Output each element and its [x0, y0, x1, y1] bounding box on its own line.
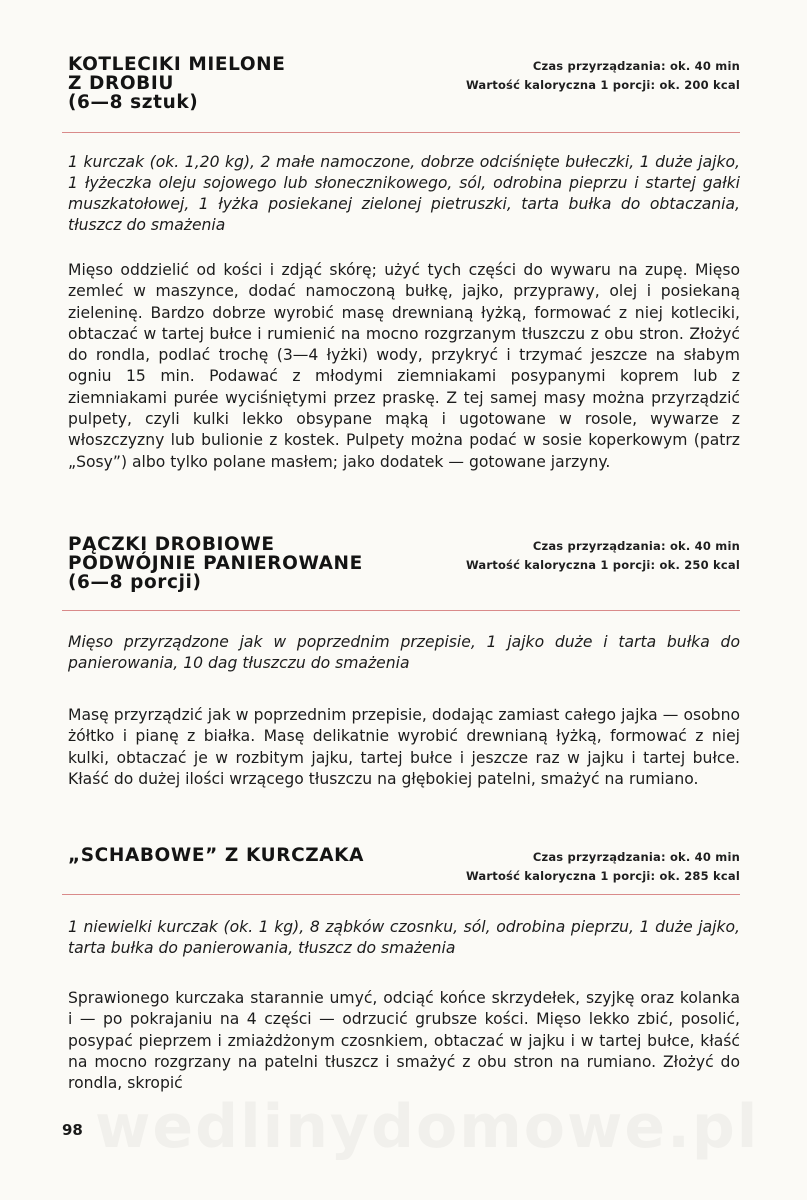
recipe-header — [62, 55, 740, 125]
prep-time: Czas przyrządzania: ok. 40 min — [532, 539, 740, 553]
recipe-schabowe — [62, 845, 740, 1093]
recipe-meta — [466, 57, 740, 95]
divider-rule — [62, 894, 740, 895]
title-line: (6—8 sztuk) — [68, 92, 199, 113]
title-line: KOTLECIKI MIELONE — [68, 54, 286, 75]
recipe-header — [62, 535, 740, 605]
title-line: Z DROBIU — [68, 73, 174, 94]
ingredients-text: 1 niewielki kurczak (ok. 1 kg), 8 ząbków czosnku, sól, odrobina pieprzu, 1 duże jajko, tarta bułka do panierowania, tłuszcz do smażenia — [68, 918, 740, 957]
recipe-kotleciki — [62, 54, 740, 471]
title-line: PODWÓJNIE PANIEROWANE — [68, 553, 363, 574]
ingredients-text: 1 kurczak (ok. 1,20 kg), 2 małe namoczone, dobrze odciśnięte bułeczki, 1 duże jajko, 1 łyżeczka oleju sojowego lub słonecznikowego, sól, odrobina pieprzu i startej gałki muszkatołowej, 1 łyżka posiekanej zielonej pietruszki, tarta bułka do obtaczania, tłuszcz do smażenia — [68, 153, 740, 234]
title-line: „SCHABOWE” Z KURCZAKA — [68, 845, 365, 866]
title-line: (6—8 porcji) — [68, 572, 202, 593]
recipe-meta — [466, 537, 740, 575]
title-line: PĄCZKI DROBIOWE — [68, 534, 275, 555]
divider-rule — [62, 610, 740, 611]
recipe-title — [68, 55, 286, 112]
page-number: 98 — [62, 1121, 83, 1139]
recipe-header — [62, 846, 740, 886]
divider-rule — [62, 132, 740, 133]
recipe-title — [68, 535, 363, 592]
prep-time: Czas przyrządzania: ok. 40 min — [532, 850, 740, 864]
calories: Wartość kaloryczna 1 porcji: ok. 285 kcal — [465, 869, 740, 883]
ingredients-text: Mięso przyrządzone jak w poprzednim przepisie, 1 jajko duże i tarta bułka do panierowania, 10 dag tłuszczu do smażenia — [68, 633, 740, 672]
recipe-meta — [466, 848, 740, 886]
method-text: Sprawionego kurczaka starannie umyć, odciąć końce skrzydełek, szyjkę oraz kolanka i — po pokrajaniu na 4 części — odrzucić grubsze kości. Mięso lekko zbić, posolić, posypać pieprzem i zmiażdżonym czosnkiem, obtaczać w jajku i w tartej bułce, kłaść na mocno rozgrzany na patelni tłuszcz i smażyć z obu stron na rumiano. Złożyć do rondla, skropić — [68, 989, 740, 1093]
recipe-paczki — [62, 534, 740, 788]
watermark: wedlinydomowe.pl — [95, 1092, 760, 1162]
recipe-title — [68, 846, 364, 865]
method-text: Mięso oddzielić od kości i zdjąć skórę; użyć tych części do wywaru na zupę. Mięso zemleć w maszynce, dodać namoczoną bułkę, jajko, przyprawy, olej i posiekaną zieleninę. Bardzo dobrze wyrobić masę drewnianą łyżką, formować z niej kotleciki, obtaczać w tartej bułce i rumienić na mocno rozgrzanym tłuszczu z obu stron. Złożyć do rondla, podlać trochę (3—4 łyżki) wody, przykryć i trzymać jeszcze na słabym ogniu 15 min. Podawać z młodymi ziemniakami posypanymi koprem lub z ziemniakami purée wyciśniętymi przez praskę. Z tej samej masy można przyrządzić pulpety, czyli kulki lekko obsypane mąką i ugotowane w rosole, wywarze z włoszczyzny lub bulionie z kostek. Pulpety można podać w sosie koperkowym (patrz „Sosy”) albo tylko polane masłem; jako dodatek — gotowane jarzyny. — [68, 261, 740, 471]
method-text: Masę przyrządzić jak w poprzednim przepisie, dodając zamiast całego jajka — osobno żółtko i pianę z białka. Masę delikatnie wyrobić drewnianą łyżką, formować z niej kulki, obtaczać je w rozbitym jajku, tartej bułce i jeszcze raz w jajku i tartej bułce. Kłaść do dużej ilości wrzącego tłuszczu na głębokiej patelni, smażyć na rumiano. — [68, 706, 740, 788]
calories: Wartość kaloryczna 1 porcji: ok. 250 kcal — [465, 558, 740, 572]
calories: Wartość kaloryczna 1 porcji: ok. 200 kcal — [465, 78, 740, 92]
prep-time: Czas przyrządzania: ok. 40 min — [532, 59, 740, 73]
